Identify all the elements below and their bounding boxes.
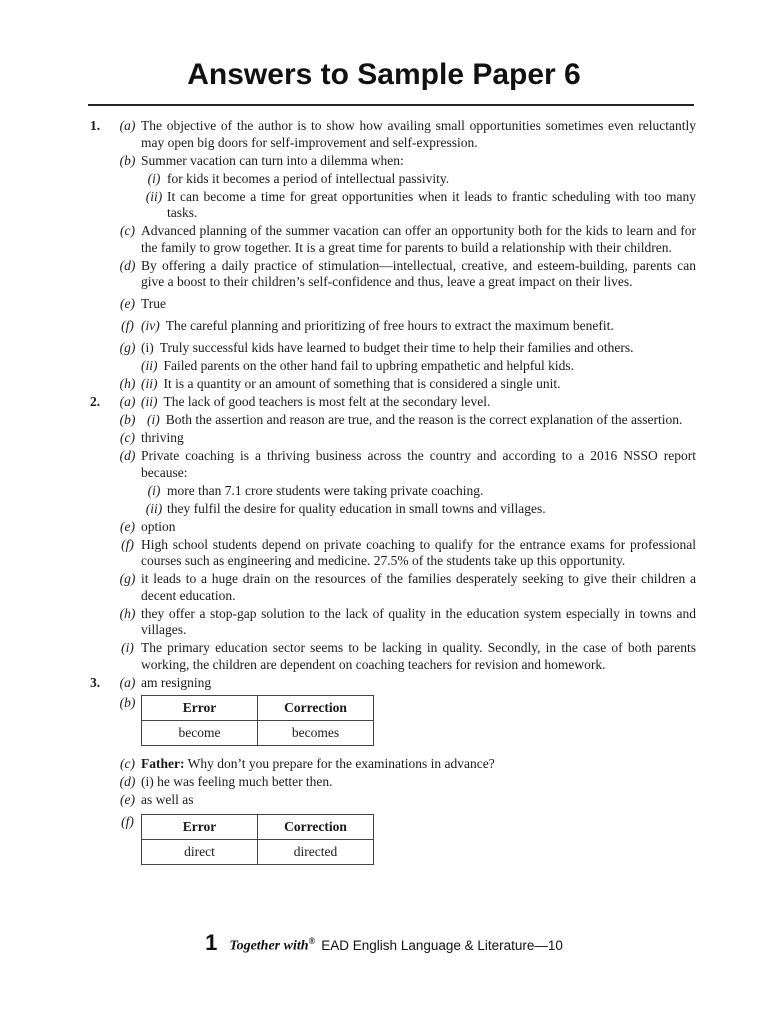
q1-d xyxy=(88,258,696,291)
part-label: (f) xyxy=(121,318,134,333)
table-header-cell: Correction xyxy=(258,696,374,721)
sub-label: (ii) xyxy=(145,188,163,204)
part-label: (c) xyxy=(120,223,135,238)
q2-d xyxy=(88,448,696,481)
part-label: (a) xyxy=(119,118,136,133)
title-rule xyxy=(88,104,694,106)
part-label: (i) xyxy=(121,640,134,655)
option-label: (i) xyxy=(141,340,154,355)
correction-table xyxy=(141,814,374,865)
part-label: (e) xyxy=(120,296,135,311)
table-cell: become xyxy=(142,721,258,746)
part-label: (g) xyxy=(119,571,136,586)
q2-f xyxy=(88,537,696,570)
question-number: 3. xyxy=(90,674,101,690)
answer-text: Private coaching is a thriving business across the country and according to a 2016 NSSO report because: xyxy=(141,448,696,480)
answer-text: Truly successful kids have learned to budget their time to help their families and others. xyxy=(159,340,634,355)
q2-h xyxy=(88,606,696,639)
answer-text: as well as xyxy=(141,791,194,807)
answer-text: (i) he was feeling much better then. xyxy=(141,773,333,789)
option-label: (iv) xyxy=(141,318,160,333)
q2-i xyxy=(88,640,696,673)
q1-b-i xyxy=(88,171,696,188)
part-label: (a) xyxy=(119,674,136,690)
part-label: (f) xyxy=(121,814,134,829)
page-title: Answers to Sample Paper 6 xyxy=(187,58,581,91)
part-label: (b) xyxy=(119,412,136,427)
correction-table xyxy=(141,695,374,746)
q2-g xyxy=(88,571,696,604)
question-number: 2. xyxy=(90,394,101,409)
q2-c xyxy=(88,430,696,447)
sub-text: they fulfil the desire for quality education in small towns and villages. xyxy=(167,500,546,516)
part-label: (h) xyxy=(119,605,136,621)
answer-text: Advanced planning of the summer vacation can offer an opportunity both for the kids to learn and for the family to grow together. It is a great time for parents to build a relationship with their children. xyxy=(141,223,696,255)
q1-b xyxy=(88,153,696,170)
sub-text: It can become a time for great opportunities when it leads to frantic scheduling with too many tasks. xyxy=(167,188,696,220)
speaker-label: Father: xyxy=(141,755,185,771)
part-label: (c) xyxy=(120,430,135,445)
table-cell: directed xyxy=(258,840,374,865)
question-number: 1. xyxy=(90,118,101,133)
q3-c xyxy=(88,756,696,773)
table-cell: direct xyxy=(142,840,258,865)
answer-text: they offer a stop-gap solution to the lack of quality in the education system especially in towns and villages. xyxy=(141,605,696,637)
table-header-cell: Error xyxy=(142,815,258,840)
table-row xyxy=(142,840,374,865)
part-label: (d) xyxy=(119,257,136,273)
table-header-cell: Error xyxy=(142,696,258,721)
q2-d-ii xyxy=(88,501,696,518)
part-label: (a) xyxy=(119,394,136,409)
answer-text: it leads to a huge drain on the resources of the families desperately seeking to give their children a decent education. xyxy=(141,571,696,603)
q3-f xyxy=(88,814,696,869)
answer-text: It is a quantity or an amount of something that is considered a single unit. xyxy=(163,376,561,391)
part-label: (f) xyxy=(121,536,134,552)
answer-text: Both the assertion and reason are true, and the reason is the correct explanation of the assertion. xyxy=(165,412,683,427)
answer-text: The careful planning and prioritizing of free hours to extract the maximum benefit. xyxy=(165,318,614,333)
option-label: (i) xyxy=(147,412,160,427)
answer-text: option xyxy=(141,518,176,534)
q1-f xyxy=(88,318,696,335)
q1-c xyxy=(88,223,696,256)
q1-g-ii xyxy=(88,358,696,375)
q1-b-ii xyxy=(88,189,696,222)
part-label: (d) xyxy=(119,448,136,463)
sub-label: (i) xyxy=(147,482,161,498)
part-label: (d) xyxy=(119,773,136,789)
answer-text: The lack of good teachers is most felt at the secondary level. xyxy=(163,394,491,409)
q2-e xyxy=(88,519,696,536)
answer-text: True xyxy=(141,296,167,311)
answer-text: The primary education sector seems to be lacking in quality. Secondly, in the case of both parents working, the children are dependent on coaching teachers for revision and homework. xyxy=(141,640,696,672)
part-label: (h) xyxy=(119,376,136,391)
sub-text: Failed parents on the other hand fail to upbring empathetic and helpful kids. xyxy=(163,358,575,373)
table-cell: becomes xyxy=(258,721,374,746)
answer-text: am resigning xyxy=(141,674,212,690)
answer-text: The objective of the author is to show how availing small opportunities sometimes even reluctantly may open big doors for self-improvement and self-expression. xyxy=(141,118,696,150)
part-label: (e) xyxy=(120,791,135,807)
answers-content xyxy=(88,118,696,871)
q1-g xyxy=(88,340,696,357)
q1-h xyxy=(88,376,696,393)
q3-a xyxy=(88,675,696,692)
answer-text: Summer vacation can turn into a dilemma when: xyxy=(141,152,404,168)
option-label: (ii) xyxy=(141,394,158,409)
sub-label: (i) xyxy=(147,170,161,186)
page-footer xyxy=(0,930,768,956)
book-title: EAD English Language & Literature—10 xyxy=(321,938,563,953)
part-label: (g) xyxy=(119,340,136,355)
answer-text: thriving xyxy=(141,430,184,445)
sub-label: (ii) xyxy=(141,358,158,373)
option-label: (ii) xyxy=(141,376,158,391)
part-label: (b) xyxy=(119,152,136,168)
answer-text: By offering a daily practice of stimulation—intellectual, creative, and esteem-building, parents can give a boost to their children’s self-confidence and thus, leave a great impact on their lives. xyxy=(141,257,696,289)
registered-mark: ® xyxy=(308,936,316,947)
sub-text: for kids it becomes a period of intellectual passivity. xyxy=(167,170,450,186)
sub-text: more than 7.1 crore students were taking private coaching. xyxy=(167,482,484,498)
sub-label: (ii) xyxy=(145,500,163,516)
table-header-row xyxy=(142,696,374,721)
q1-a xyxy=(88,118,696,151)
table-row xyxy=(142,721,374,746)
q3-b xyxy=(88,695,696,750)
q2-d-i xyxy=(88,483,696,500)
part-label: (e) xyxy=(120,518,135,534)
table-header-row xyxy=(142,815,374,840)
q3-e xyxy=(88,792,696,809)
table-header-cell: Correction xyxy=(258,815,374,840)
q2-b xyxy=(88,412,696,429)
q3-d xyxy=(88,774,696,791)
page-number: 1 xyxy=(205,930,218,955)
answer-text: Why don’t you prepare for the examinations in advance? xyxy=(187,755,495,771)
brand-name: Together with® xyxy=(229,936,316,954)
q2-a xyxy=(88,394,696,411)
part-label: (c) xyxy=(120,755,135,771)
q1-e xyxy=(88,296,696,313)
answer-text: High school students depend on private coaching to qualify for the entrance exams for professional courses such as engineering and medicine. 27.5% of the students take up this opportunity. xyxy=(141,536,696,568)
part-label: (b) xyxy=(119,695,136,710)
